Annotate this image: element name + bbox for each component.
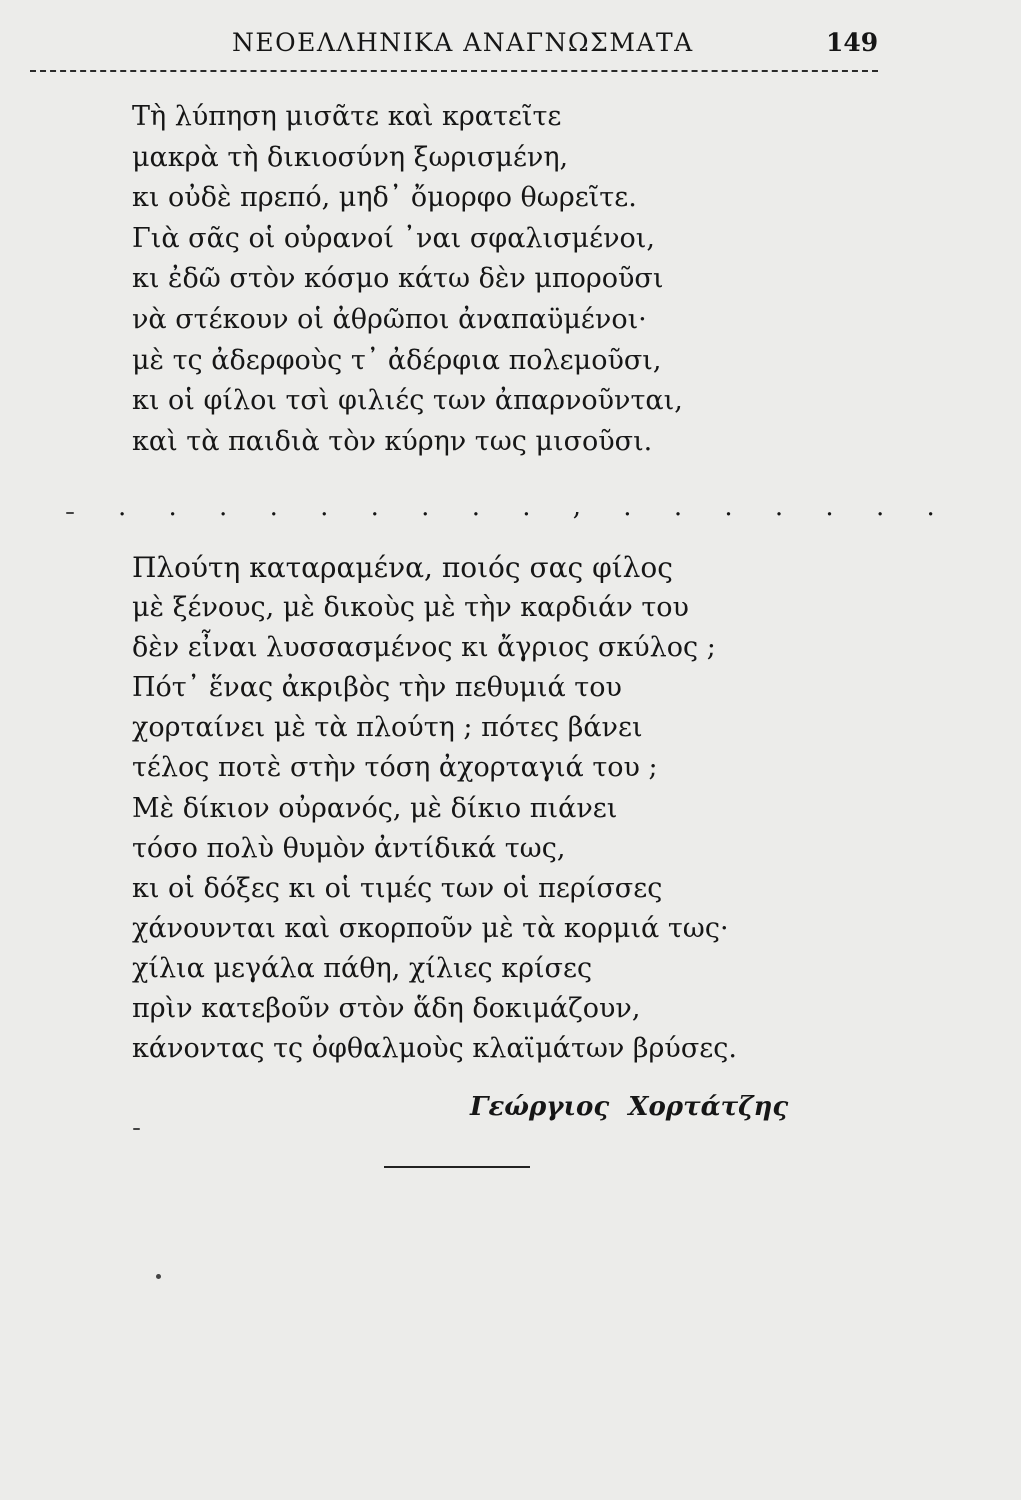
stanza-2 [132, 548, 737, 1069]
omission-dots: . . . . . . . . . , . . . . . . . [118, 492, 952, 522]
verse-line: μακρὰ τὴ δικιοσύνη ξωρισμένη, [132, 141, 569, 173]
header-rule [30, 70, 878, 72]
closing-rule [384, 1166, 530, 1168]
page-number: 149 [826, 28, 879, 57]
verse-line: κι οὐδὲ πρεπό, μηδ᾽ ὄμορφο θωρεῖτε. [132, 182, 637, 214]
verse-line: τόσο πολὺ θυμὸν ἀντίδικά τως, [132, 832, 566, 864]
verse-line: Μὲ δίκιον οὐρανός, μὲ δίκιο πιάνει [132, 792, 618, 824]
print-speck [66, 512, 74, 514]
verse-line: καὶ τὰ παιδιὰ τὸν κύρην τως μισοῦσι. [132, 425, 653, 457]
verse-line: κάνοντας τς ὀφθαλμοὺς κλαϊμάτων βρύσες. [132, 1033, 737, 1065]
print-speck [156, 1274, 161, 1279]
author-signature: Γεώργιος Χορτάτζης [470, 1092, 789, 1122]
verse-line: μὲ τς ἀδερφοὺς τ᾽ ἀδέρφια πολεμοῦσι, [132, 344, 662, 376]
print-speck [133, 1128, 140, 1130]
verse-line: Πλούτη καταραμένα, ποιός σας φίλος [132, 551, 673, 584]
verse-line: κι οἱ δόξες κι οἱ τιμές των οἱ περίσσες [132, 872, 663, 904]
verse-line: τέλος ποτὲ στὴν τόση ἀχορταγιά του ; [132, 752, 658, 784]
verse-line: χάνουνται καὶ σκορποῦν μὲ τὰ κορμιά τως· [132, 912, 729, 944]
verse-line: νὰ στέκουν οἱ ἀθρῶποι ἀναπαϋμένοι· [132, 303, 647, 335]
verse-line: κι ἐδῶ στὸν κόσμο κάτω δὲν μποροῦσι [132, 263, 664, 295]
verse-line: μὲ ξένους, μὲ δικοὺς μὲ τὴν καρδιάν του [132, 592, 689, 624]
verse-line: πρὶν κατεβοῦν στὸν ἅδη δοκιμάζουν, [132, 993, 641, 1025]
verse-line: χίλια μεγάλα πάθη, χίλιες κρίσες [132, 952, 593, 984]
stanza-1 [132, 97, 683, 462]
running-title: ΝΕΟΕΛΛΗΝΙΚΑ ΑΝΑΓΝΩΣΜΑΤΑ [232, 28, 694, 57]
running-head [0, 28, 1021, 68]
verse-line: κι οἱ φίλοι τσὶ φιλιές των ἀπαρνοῦνται, [132, 385, 683, 417]
verse-line: Γιὰ σᾶς οἱ οὐρανοί ᾽ναι σφαλισμένοι, [132, 222, 655, 254]
verse-line: Πότ᾽ ἕνας ἀκριβὸς τὴν πεθυμιά του [132, 672, 622, 704]
verse-line: χορταίνει μὲ τὰ πλούτη ; πότες βάνει [132, 712, 643, 744]
verse-line: δὲν εἶναι λυσσασμένος κι ἄγριος σκύλος ; [132, 632, 716, 664]
verse-line: Τὴ λύπηση μισᾶτε καὶ κρατεῖτε [132, 101, 562, 132]
